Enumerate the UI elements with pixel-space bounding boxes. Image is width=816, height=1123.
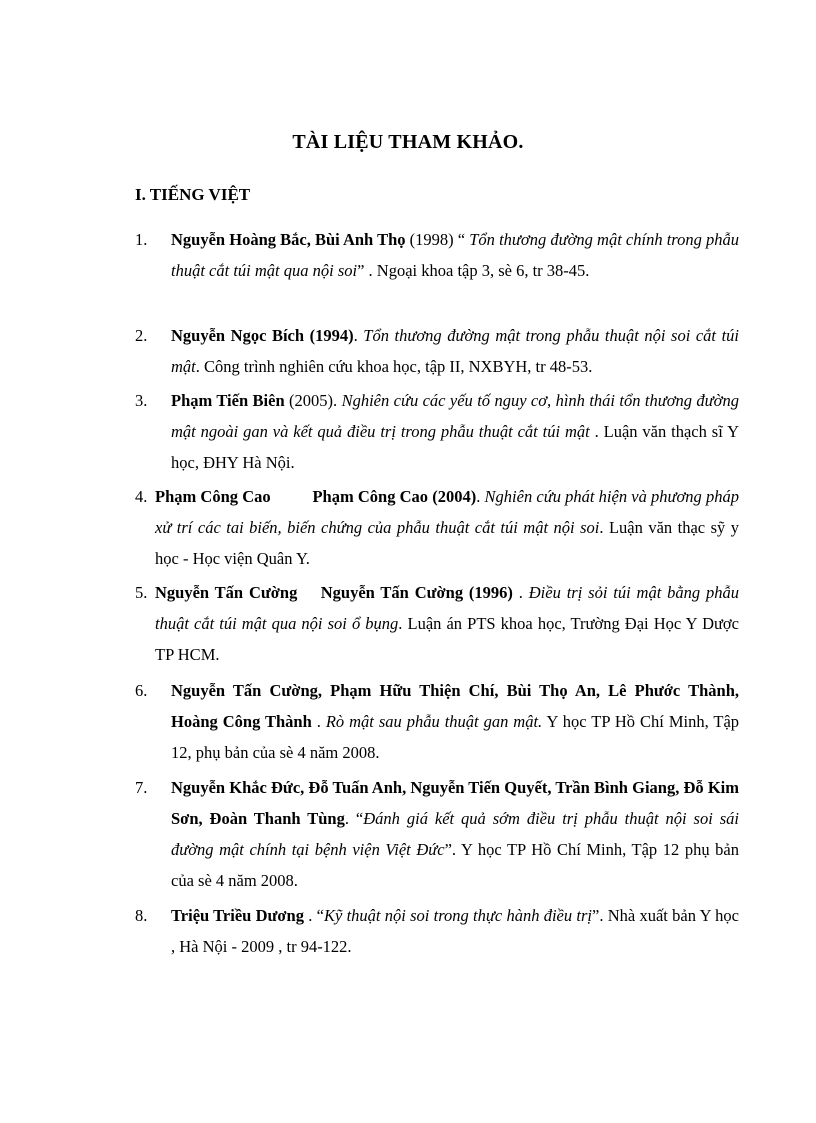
reference-body — [155, 481, 739, 574]
reference-title: Điều trị sỏi túi mật bằng phẫu thuật cắt túi mật qua nội soi ổ bụng — [155, 583, 739, 633]
reference-body — [155, 577, 739, 670]
reference-item — [135, 320, 739, 382]
reference-number: 1. — [135, 230, 148, 249]
reference-number: 3. — [135, 391, 148, 410]
reference-source: ”. Y học TP Hồ Chí Minh, Tập 12 phụ bản của sè 4 năm 2008. — [171, 840, 739, 890]
reference-text: (1998) “ — [405, 230, 470, 249]
reference-title: Kỹ thuật nội soi trong thực hành điều trị — [323, 906, 592, 925]
reference-authors: Nguyễn Ngọc Bích (1994) — [171, 326, 354, 345]
reference-text: . — [311, 712, 326, 731]
reference-item — [135, 481, 739, 574]
reference-authors: Nguyễn Khắc Đức, Đỗ Tuấn Anh, Nguyễn Tiến Quyết, Trần Bình Giang, Đỗ Kim Sơn, Đoàn Thanh Tùng — [171, 778, 739, 828]
reference-body — [171, 675, 739, 768]
reference-authors: Phạm Tiến Biên — [171, 391, 285, 410]
reference-body — [171, 224, 739, 286]
reference-title: Rò mật sau phẫu thuật gan mật. — [325, 712, 543, 731]
reference-text: . — [353, 326, 364, 345]
reference-source: . Luận văn thạc sỹ y học - Học viện Quân Y. — [155, 518, 739, 568]
reference-number: 2. — [135, 326, 148, 345]
reference-body — [171, 320, 739, 382]
reference-number: 6. — [135, 681, 148, 700]
reference-number: 4. — [135, 487, 148, 506]
reference-item — [135, 675, 739, 768]
reference-text: . — [512, 583, 529, 602]
page-title: TÀI LIỆU THAM KHẢO. — [292, 131, 524, 153]
reference-item — [135, 577, 739, 670]
reference-title: Tổn thương đường mật chính trong phẫu thuật cắt túi mật qua nội soi — [171, 230, 739, 280]
reference-text: . — [476, 487, 485, 506]
reference-authors: Triệu Triều Dương — [171, 906, 304, 925]
reference-authors: Phạm Công Cao Phạm Công Cao (2004) — [155, 487, 477, 506]
reference-item — [135, 224, 739, 286]
reference-authors: Nguyễn Hoàng Bắc, Bùi Anh Thọ — [171, 230, 406, 249]
reference-item — [135, 772, 739, 896]
reference-source: ” . Ngoại khoa tập 3, sè 6, tr 38-45. — [357, 261, 590, 280]
reference-number: 7. — [135, 778, 148, 797]
reference-title: Tổn thương đường mật trong phẫu thuật nội soi cắt túi mật — [171, 326, 739, 376]
reference-authors: Nguyễn Tấn Cường, Phạm Hữu Thiện Chí, Bùi Thọ An, Lê Phước Thành, Hoàng Công Thành — [171, 681, 739, 731]
reference-number: 8. — [135, 906, 148, 925]
reference-text: . “ — [344, 809, 364, 828]
reference-number: 5. — [135, 583, 148, 602]
reference-title: Nghiên cứu các yếu tố nguy cơ, hình thái tổn thương đường mật ngoài gan và kết quả điều trị trong phẫu thuật cắt túi mật — [171, 391, 739, 441]
reference-item — [135, 385, 739, 478]
reference-source: ”. Nhà xuất bản Y học , Hà Nội - 2009 , tr 94-122. — [171, 906, 740, 956]
reference-body — [171, 385, 739, 478]
reference-text: (2005). — [284, 391, 342, 410]
reference-authors: Nguyễn Tấn Cường Nguyễn Tấn Cường (1996) — [155, 583, 513, 602]
reference-title: Nghiên cứu phát hiện và phương pháp xử trí các tai biến, biến chứng của phẫu thuật cắt túi mật nội soi — [155, 487, 739, 537]
reference-source: . Luận văn thạch sĩ Y học, ĐHY Hà Nội. — [171, 422, 739, 472]
reference-source: . Công trình nghiên cứu khoa học, tập II, NXBYH, tr 48-53. — [195, 357, 593, 376]
reference-source: Y học TP Hồ Chí Minh, Tập 12, phụ bản của sè 4 năm 2008. — [171, 712, 740, 762]
reference-title: Đánh giá kết quả sớm điều trị phẫu thuật nội soi sái đường mật chính tại bệnh viện Việt Đức — [171, 809, 740, 859]
reference-body — [171, 772, 739, 896]
reference-source: . Luận án PTS khoa học, Trường Đại Học Y Dược TP HCM. — [155, 614, 739, 664]
reference-text: . “ — [304, 906, 324, 925]
section-heading: I. TIẾNG VIỆT — [135, 185, 251, 204]
reference-item — [135, 900, 739, 962]
reference-body — [171, 900, 739, 962]
